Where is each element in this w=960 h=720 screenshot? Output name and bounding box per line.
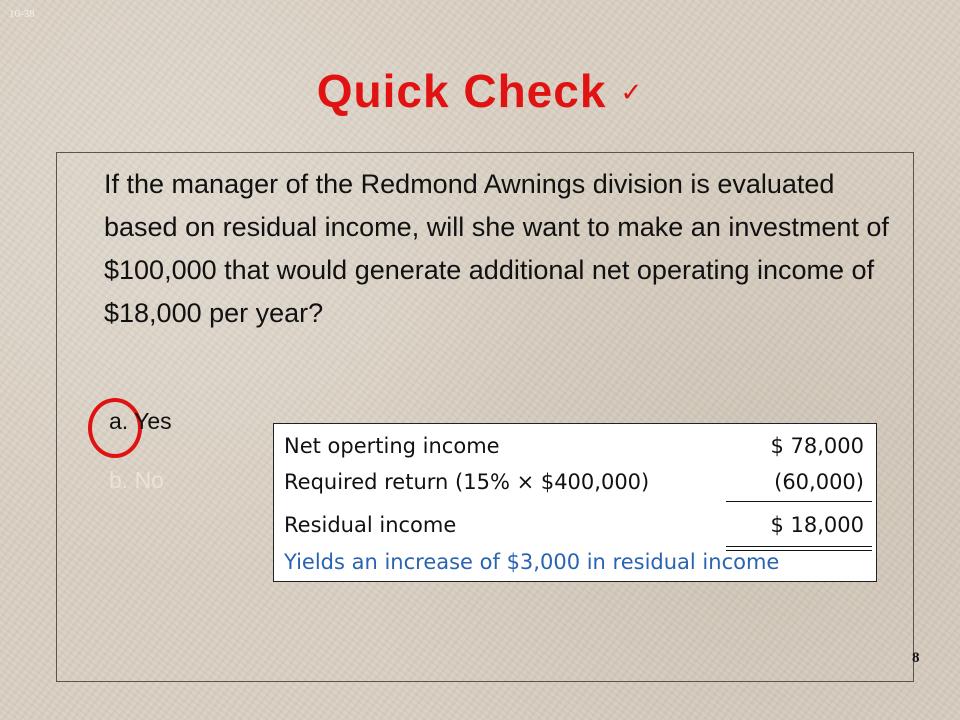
calc-row-residual-income — [284, 507, 870, 543]
checkmark-icon: ✓ — [620, 78, 644, 108]
subtotal-underline — [726, 501, 872, 502]
calc-label: Residual income — [284, 513, 457, 537]
calc-note-text: Yields an increase of $3,000 in residual income — [284, 550, 780, 574]
title-text: Quick Check — [316, 65, 607, 117]
calc-label: Net operting income — [284, 434, 500, 458]
calc-value: $ 78,000 — [770, 434, 864, 458]
page-number: 8 — [912, 650, 920, 666]
calc-value: (60,000) — [774, 470, 864, 494]
calc-row-net-operating-income — [284, 428, 870, 464]
calc-row-required-return — [284, 464, 870, 500]
calc-note — [284, 544, 870, 580]
slide-title — [0, 64, 960, 118]
slide-number-top: 10-38 — [9, 8, 35, 20]
calc-label: Required return (15% × $400,000) — [284, 470, 650, 494]
calculation-box — [273, 423, 877, 582]
calc-value: $ 18,000 — [770, 513, 864, 537]
option-b[interactable]: b. No — [109, 467, 164, 493]
question-text: If the manager of the Redmond Awnings division is evaluated based on residual income, will she want to make an investment of $100,000 that would generate additional net operating income of $18,000 per year? — [104, 169, 889, 328]
option-a[interactable]: a. Yes — [109, 408, 172, 434]
